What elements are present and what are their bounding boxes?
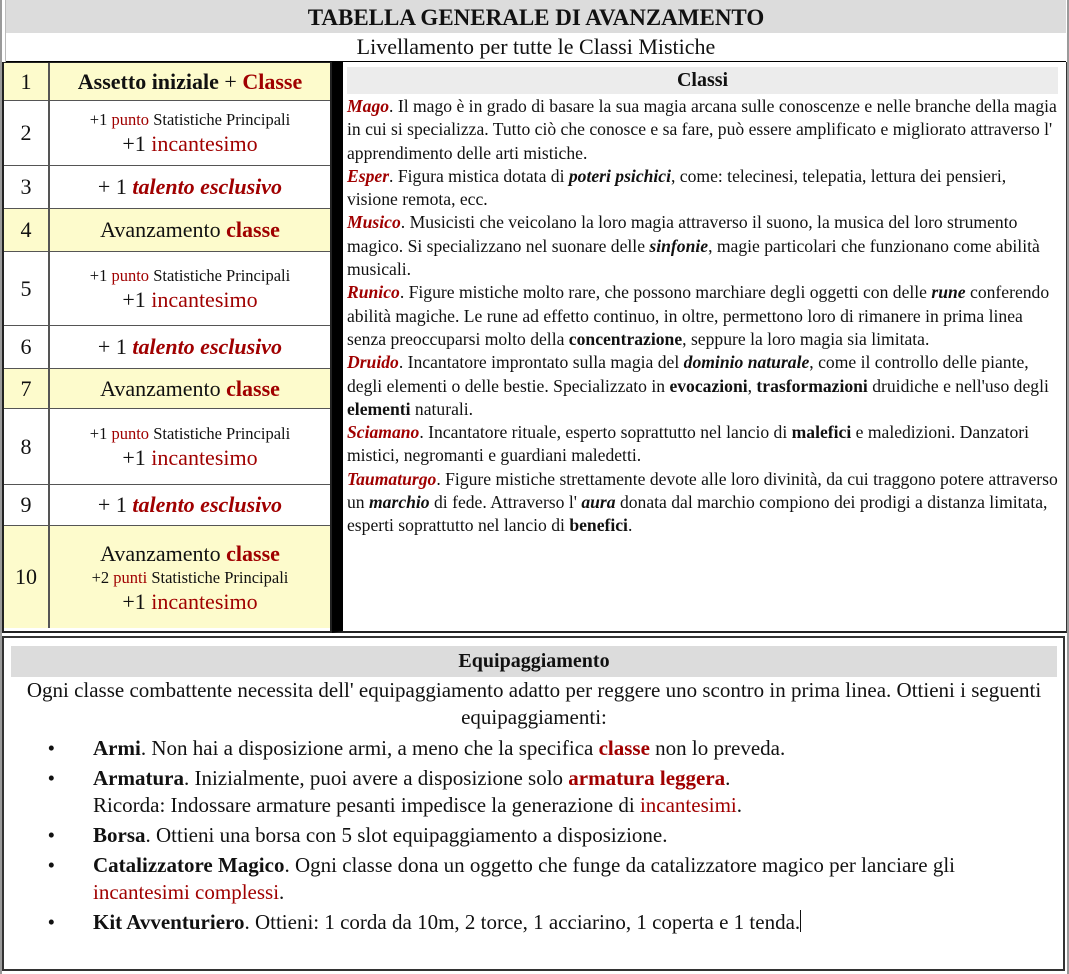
classes-header: Classi <box>347 67 1058 94</box>
level-row-1 <box>4 63 330 101</box>
class-desc: . <box>627 515 633 536</box>
item-desc: . Non hai a disposizione armi, a meno che la specifica <box>140 736 599 760</box>
class-desc: , come il controllo delle piante, degli elementi o delle bestie. Specializzato in <box>347 352 1029 396</box>
text-stat: Statistiche Principali <box>149 110 291 129</box>
equipment-item-armatura <box>11 765 1057 819</box>
text-incantesimo: incantesimo <box>151 588 258 614</box>
level-row-9 <box>4 485 330 526</box>
class-keyword: malefici <box>791 422 852 443</box>
text-punto: punto <box>111 265 150 285</box>
class-keyword: sinfonie <box>649 235 709 256</box>
text-plus: + 1 <box>97 334 133 359</box>
class-musico <box>347 211 1058 281</box>
item-desc: . Inizialmente, puoi avere a disposizione solo <box>183 766 569 790</box>
class-runico <box>347 281 1058 351</box>
text-plus: +1 <box>89 265 112 285</box>
level-row-4 <box>4 209 330 252</box>
class-desc: . Incantatore improntato sulla magia del <box>398 352 684 373</box>
text-stat: Statistiche Principali <box>147 567 289 587</box>
item-name: Kit Avventuriero <box>93 910 245 934</box>
text-plus: + <box>218 68 243 94</box>
equipment-item-borsa <box>11 822 1057 849</box>
class-desc: druidiche e nell'uso degli <box>867 375 1049 396</box>
text-classe: classe <box>226 540 280 566</box>
class-desc: e maledizioni. Danzatori mistici, negromanti e guardiani maledetti. <box>347 422 1030 466</box>
class-desc: . Figure mistiche molto rare, che possono marchiare degli oggetti con delle <box>399 282 932 303</box>
class-desc: naturali. <box>410 398 474 419</box>
classes-section <box>332 62 1067 633</box>
level-description <box>50 409 330 484</box>
class-desc: , seppure la loro magia sia limitata. <box>682 328 930 349</box>
text-plus: +1 <box>122 588 152 614</box>
class-desc: . Incantatore rituale, esperto soprattutto nel lancio di <box>419 422 792 443</box>
text-punto: punto <box>111 423 150 443</box>
level-row-5 <box>4 252 330 326</box>
item-keyword: incantesimi <box>639 793 737 817</box>
class-desc: conferendo abilità magiche. Le rune ad effetto continuo, in oltre, permettono loro di rimanere in prima linea senza preoccuparsi molto della <box>347 282 1050 349</box>
item-desc: . Ottieni una borsa con 5 slot equipaggiamento a disposizione. <box>145 823 668 847</box>
class-desc: . Musicisti che veicolano la loro magia attraverso il suono, la musica del loro strumento magico. Si specializzano nel suonare delle <box>347 212 1018 256</box>
equipment-intro: Ogni classe combattente necessita dell' equipaggiamento adatto per reggere uno scontro in prima linea. Ottieni i seguenti equipaggiamenti: <box>26 678 1042 729</box>
equipment-list <box>11 735 1057 936</box>
level-row-3 <box>4 166 330 209</box>
class-name: Runico <box>347 282 400 303</box>
class-desc: , magie particolari che funzionano come abilità musicali. <box>347 235 1040 280</box>
text-talento: talento esclusivo <box>132 334 283 359</box>
text-talento: talento esclusivo <box>132 492 283 517</box>
level-number: 2 <box>4 101 50 165</box>
class-keyword: aura <box>581 492 616 513</box>
item-desc: non lo preveda. <box>649 736 786 760</box>
class-keyword: elementi <box>347 398 411 419</box>
text-stat: Statistiche Principali <box>149 423 291 443</box>
level-description <box>50 485 330 525</box>
class-druido <box>347 351 1058 421</box>
text-plus: +1 <box>122 444 152 470</box>
class-keyword: evocazioni <box>669 375 748 396</box>
class-sciamano <box>347 421 1058 468</box>
class-desc: . Il mago è in grado di basare la sua magia arcana sulle conoscenze e nelle branche della magia in cui si specializza. Tutto ciò che conosce e sa fare, può essere amplificato e migliorato attraverso l' apprendimento delle arti mistiche. <box>347 96 1057 163</box>
item-name: Borsa <box>93 823 146 847</box>
item-note: Ricorda: Indossare armature pesanti impedisce la generazione di <box>93 793 640 817</box>
text-plus: +2 <box>91 567 114 587</box>
classes-list <box>347 95 1058 538</box>
item-desc: . <box>279 880 285 904</box>
class-keyword: dominio naturale <box>683 352 810 373</box>
equipment-section <box>2 636 1065 971</box>
bullet-icon: • <box>47 910 55 934</box>
level-row-8 <box>4 409 330 485</box>
class-keyword: concentrazione <box>568 328 683 349</box>
item-keyword: classe <box>598 736 650 760</box>
text-plus: + 1 <box>97 174 133 199</box>
item-desc: . <box>725 766 731 790</box>
level-number: 10 <box>4 526 50 628</box>
level-description <box>50 369 330 408</box>
text-plus: +1 <box>122 131 152 156</box>
level-description <box>50 326 330 368</box>
item-desc: . <box>736 793 743 817</box>
level-description <box>50 252 330 325</box>
level-number: 5 <box>4 252 50 325</box>
item-desc: . Ottieni: 1 corda da 10m, 2 torce, 1 acciarino, 1 coperta e 1 tenda. <box>244 910 801 934</box>
class-taumaturgo <box>347 468 1058 538</box>
bullet-icon: • <box>47 823 55 847</box>
level-number: 7 <box>4 369 50 408</box>
text-plus: +1 <box>89 423 112 443</box>
class-name: Taumaturgo <box>347 468 437 489</box>
level-number: 9 <box>4 485 50 525</box>
item-keyword: armatura leggera <box>568 766 726 790</box>
class-name: Esper <box>347 165 390 186</box>
level-row-10 <box>4 526 330 628</box>
text-classe: classe <box>226 217 280 242</box>
class-name: Sciamano <box>347 422 420 443</box>
text-plus: + 1 <box>97 492 133 517</box>
text-incantesimo: incantesimo <box>151 286 258 312</box>
item-keyword: incantesimi complessi <box>93 880 280 904</box>
class-desc: donata dal marchio compiono dei prodigi a distanza limitata, esperti soprattutto nel lancio di <box>347 492 1048 536</box>
level-row-7 <box>4 369 330 409</box>
level-row-6 <box>4 326 330 369</box>
level-description <box>50 63 330 100</box>
item-name: Armatura <box>93 766 184 790</box>
text-avanzamento: Avanzamento <box>100 540 227 566</box>
level-number: 1 <box>4 63 50 100</box>
text-assetto: Assetto iniziale <box>77 68 219 94</box>
page-title: TABELLA GENERALE DI AVANZAMENTO <box>6 0 1066 33</box>
level-row-2 <box>4 101 330 166</box>
equipment-item-catalizzatore <box>11 852 1057 906</box>
text-incantesimo: incantesimo <box>151 131 258 156</box>
class-esper <box>347 165 1058 212</box>
bullet-icon: • <box>47 766 55 790</box>
level-number: 4 <box>4 209 50 251</box>
class-name: Druido <box>347 352 399 373</box>
text-plus: +1 <box>89 110 112 129</box>
bullet-icon: • <box>47 853 55 877</box>
equipment-header: Equipaggiamento <box>11 646 1057 677</box>
text-plus: +1 <box>122 286 152 312</box>
level-description <box>50 209 330 251</box>
text-avanzamento: Avanzamento <box>100 217 227 242</box>
page-subtitle: Livellamento per tutte le Classi Mistiche <box>6 33 1066 62</box>
class-desc: , come: telecinesi, telepatia, lettura dei pensieri, visione remota, ecc. <box>347 165 1007 210</box>
class-keyword: marchio <box>369 492 430 513</box>
level-description <box>50 166 330 208</box>
class-desc: di fede. Attraverso l' <box>429 492 582 513</box>
text-punti: punti <box>113 567 148 587</box>
item-desc: . Ogni classe dona un oggetto che funge da catalizzatore magico per lanciare gli <box>284 853 955 877</box>
class-desc: . Figura mistica dotata di <box>389 165 569 186</box>
text-cursor[interactable] <box>800 910 801 932</box>
class-keyword: benefici <box>569 515 628 536</box>
item-name: Armi <box>93 736 141 760</box>
item-name: Catalizzatore Magico <box>93 853 285 877</box>
level-table <box>2 62 332 633</box>
class-keyword: trasformazioni <box>756 375 868 396</box>
level-description <box>50 526 330 628</box>
text-talento: talento esclusivo <box>132 174 283 199</box>
text-classe: Classe <box>242 68 303 94</box>
equipment-item-kit <box>11 909 1057 936</box>
equipment-item-armi <box>11 735 1057 762</box>
class-name: Mago <box>347 96 390 116</box>
text-punto: punto <box>111 110 150 129</box>
level-number: 6 <box>4 326 50 368</box>
class-desc: . Figure mistiche strettamente devote alle loro divinità, da cui traggono potere attraverso un <box>347 468 1058 513</box>
level-description <box>50 101 330 165</box>
text-avanzamento: Avanzamento <box>100 375 227 401</box>
bullet-icon: • <box>47 736 55 760</box>
class-keyword: rune <box>931 282 966 303</box>
text-incantesimo: incantesimo <box>151 444 258 470</box>
class-desc: , <box>747 375 757 396</box>
text-classe: classe <box>226 375 280 401</box>
level-number: 8 <box>4 409 50 484</box>
level-number: 3 <box>4 166 50 208</box>
text-stat: Statistiche Principali <box>149 265 291 285</box>
class-name: Musico <box>347 212 401 233</box>
class-mago <box>347 95 1058 165</box>
class-keyword: poteri psichici <box>568 165 671 186</box>
